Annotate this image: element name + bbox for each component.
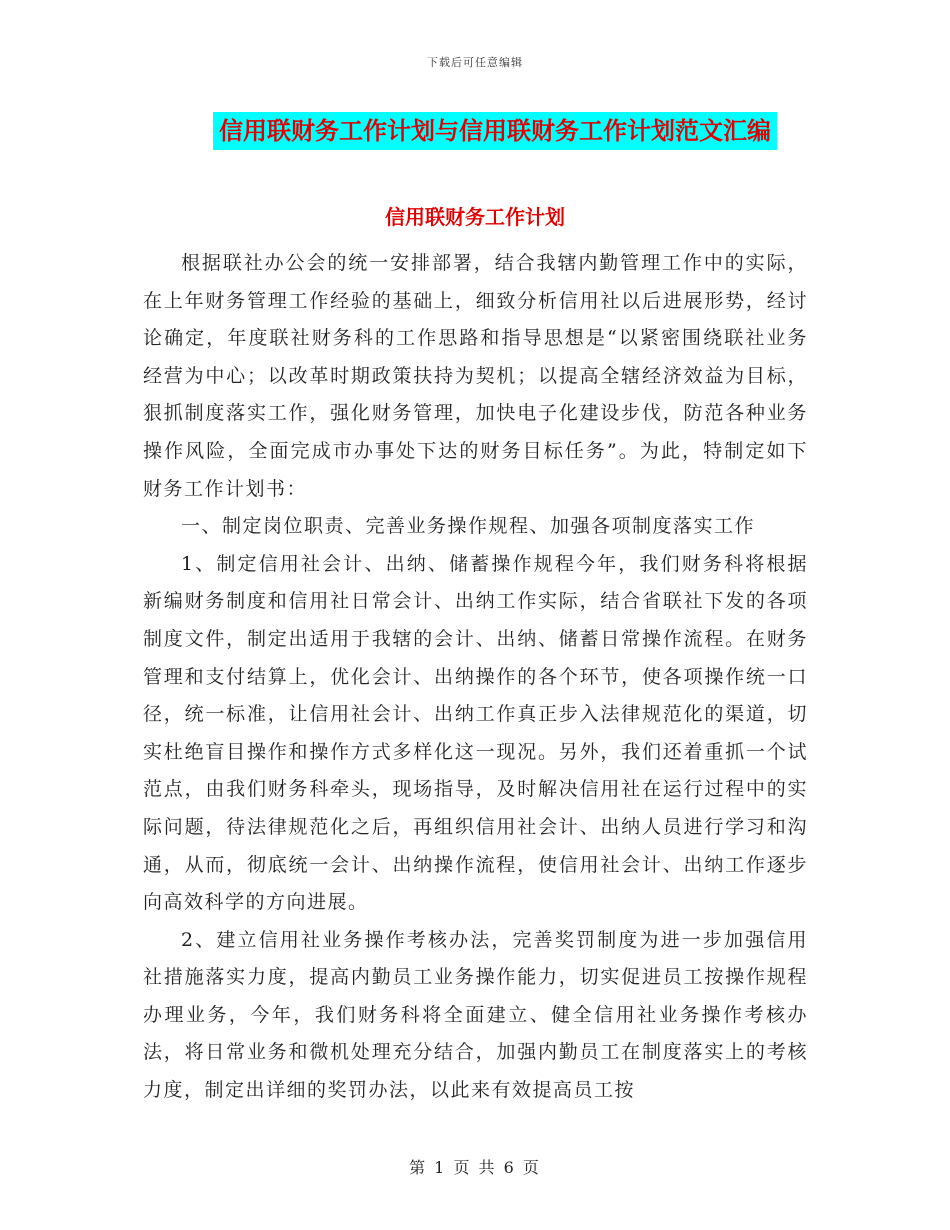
paragraph-item-1: 1、制定信用社会计、出纳、储蓄操作规程今年，我们财务科将根据新编财务制度和信用社日常会计、出纳工作实际，结合省联社下发的各项制度文件，制定出适用于我辖的会计、出纳、储蓄日常操作流程。在财务管理和支付结算上，优化会计、出纳操作的各个环节，使各项操作统一口径，统一标准，让信用社会计、出纳工作真正步入法律规范化的渠道，切实杜绝盲目操作和操作方式多样化这一现况。另外，我们还着重抓一个试范点，由我们财务科牵头，现场指导，及时解决信用社在运行过程中的实际问题，待法律规范化之后，再组织信用社会计、出纳人员进行学习和沟通，从而，彻底统一会计、出纳操作流程，使信用社会计、出纳工作逐步向高效科学的方向进展。 bbox=[143, 552, 808, 914]
page-number-footer: 第 1 页 共 6 页 bbox=[409, 1158, 541, 1177]
paragraph-intro: 根据联社办公会的统一安排部署，结合我辖内勤管理工作中的实际，在上年财务管理工作经验的基础上，细致分析信用社以后进展形势，经讨论确定，年度联社财务科的工作思路和指导思想是“以紧密围绕联社业务经营为中心；以改革时期政策扶持为契机；以提高全辖经济效益为目标，狠抓制度落实工作，强化财务管理，加快电子化建设步伐，防范各种业务操作风险，全面完成市办事处下达的财务目标任务”。为此，特制定如下财务工作计划书： bbox=[143, 252, 808, 500]
header-note: 下载后可任意编辑 bbox=[427, 56, 523, 69]
paragraph-item-2: 2、建立信用社业务操作考核办法，完善奖罚制度为进一步加强信用社措施落实力度，提高内勤员工业务操作能力，切实促进员工按操作规程办理业务，今年，我们财务科将全面建立、健全信用社业务操作考核办法，将日常业务和微机处理充分结合，加强内勤员工在制度落实上的考核力度，制定出详细的奖罚办法，以此来有效提高员工按 bbox=[143, 928, 808, 1102]
section-title: 信用联财务工作计划 bbox=[385, 205, 565, 229]
document-body bbox=[143, 245, 808, 1110]
document-main-title: 信用联财务工作计划与信用联财务工作计划范文汇编 bbox=[213, 112, 777, 150]
main-title-wrap bbox=[0, 112, 950, 150]
paragraph-heading-1: 一、制定岗位职责、完善业务操作规程、加强各项制度落实工作 bbox=[181, 515, 756, 538]
